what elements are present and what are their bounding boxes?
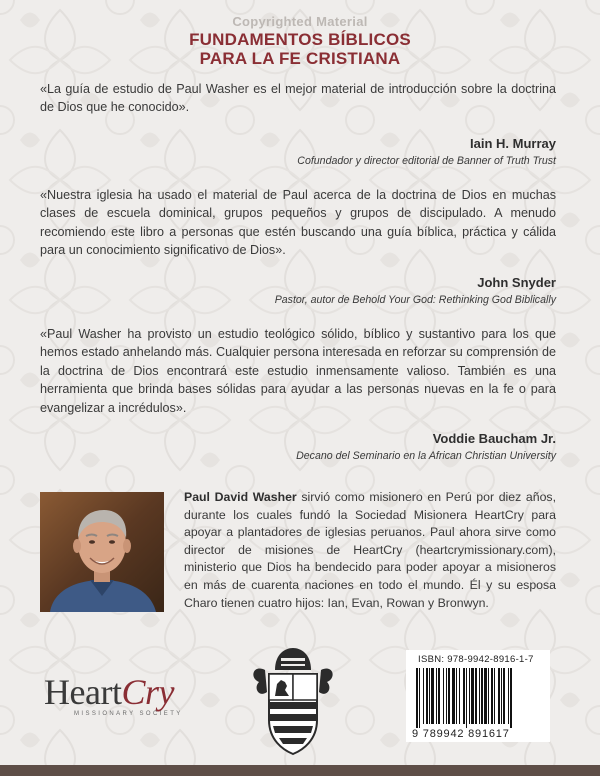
barcode-bar <box>463 668 465 724</box>
barcode-bar <box>426 668 428 724</box>
barcode-bar <box>459 668 460 724</box>
barcode-bar <box>484 668 487 724</box>
author-photo <box>40 492 164 612</box>
author-bio <box>184 489 556 612</box>
barcode-bar <box>452 668 455 724</box>
author-bio-text: sirvió como misionero en Perú por diez años, durante los cuales fundó la Sociedad Misionera HeartCry para apoyar a plantadores de iglesias peruanos. Paul ahora sirve como director de misiones de HeartCry (heartcrymissionary.com), ministerio que Dios ha bendecido para poder apoyar a misioneros en más de cuarenta naciones en todo el mundo. Él y su esposa Charo tienen cuatro hijos: Ian, Evan, Rowan y Bronwyn. <box>184 490 556 610</box>
barcode-bar <box>503 668 505 724</box>
bottom-band <box>0 765 600 776</box>
barcode-bar <box>494 668 495 724</box>
book-title-line-2: PARA LA FE CRISTIANA <box>199 49 401 68</box>
endorsement-role-1: Cofundador y director editorial de Banner of Truth Trust <box>297 155 556 167</box>
endorsement-role-3: Decano del Seminario en la African Christian University <box>296 450 556 462</box>
publisher-crest-icon <box>245 640 341 758</box>
watermark-text: Copyrighted Material <box>232 14 368 29</box>
barcode-bar <box>510 668 512 728</box>
barcode-bar <box>419 668 420 728</box>
heartcry-logo-heart: Heart <box>44 672 122 712</box>
barcode-bar <box>446 668 447 724</box>
barcode-digits: 9 789942 891617 <box>412 728 510 740</box>
endorsement-quote-1: «La guía de estudio de Paul Washer es el mejor material de introducción sobre la doctrina de Dios que he conocido». <box>40 82 556 115</box>
barcode-bar <box>443 668 444 724</box>
author-bio-name: Paul David Washer <box>184 490 297 504</box>
barcode-bar <box>448 668 450 724</box>
barcode-bar <box>429 668 430 724</box>
endorsement-author-2: John Snyder <box>477 275 556 290</box>
isbn-label: ISBN: 978-9942-8916-1-7 <box>418 654 534 665</box>
endorsement-author-1: Iain H. Murray <box>470 136 556 151</box>
endorsement-role-2: Pastor, autor de Behold Your God: Rethinking God Biblically <box>274 294 556 306</box>
barcode-bar <box>469 668 470 724</box>
barcode-bar <box>436 668 437 724</box>
barcode-bar <box>479 668 480 724</box>
barcode-bar <box>488 668 489 724</box>
barcode-bar <box>508 668 509 724</box>
barcode-bar <box>501 668 502 724</box>
barcode-bar <box>416 668 418 728</box>
endorsement-quote-2: «Nuestra iglesia ha usado el material de Paul acerca de la doctrina de Dios en muchas clases de escuela dominical, grupos pequeños y grupos de discipulado. A menudo recomiendo este libro a personas que estén buscando una guía bíblica, práctica y cálida para un conocimiento significativo de Dios». <box>40 188 556 258</box>
endorsement-quote-3: «Paul Washer ha provisto un estudio teológico sólido, bíblico y sustantivo para los que hemos estado anhelando más. Cualquier persona interesada en reforzar su comprensión de la doctrina de Dios encontrará este estudio inmensamente valioso. También es una herramienta que brinda bases sólidas para ayudar a las personas nuevas en la fe o para evangelizar a incrédulos». <box>40 327 556 415</box>
barcode-bar <box>471 668 474 724</box>
barcode-bar <box>466 668 467 728</box>
heartcry-logo <box>44 674 214 724</box>
barcode-icon <box>414 668 546 728</box>
barcode-bar <box>481 668 483 724</box>
barcode-bar <box>475 668 477 724</box>
barcode-bar <box>438 668 440 724</box>
heartcry-logo-subtitle: MISSIONARY SOCIETY <box>74 711 183 717</box>
book-title <box>0 30 600 68</box>
endorsement-author-3: Voddie Baucham Jr. <box>432 431 556 446</box>
barcode-bar <box>491 668 493 724</box>
barcode-bar <box>431 668 434 724</box>
heartcry-logo-cry: Cry <box>121 672 174 712</box>
barcode-bar <box>456 668 457 724</box>
book-title-line-1: FUNDAMENTOS BÍBLICOS <box>189 30 411 49</box>
barcode-bar <box>498 668 500 724</box>
barcode-bar <box>423 668 424 724</box>
